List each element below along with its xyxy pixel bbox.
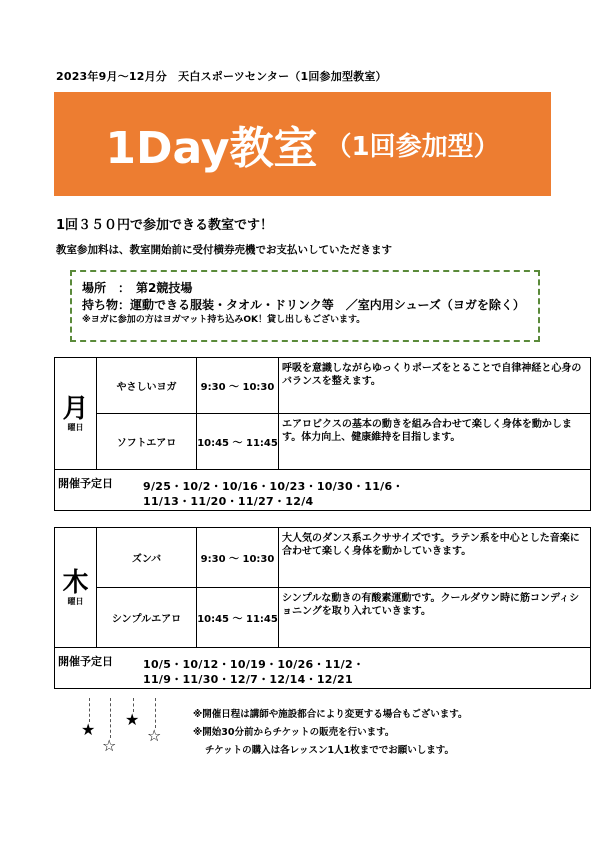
note-line-2: ※開始30分前からチケットの販売を行います。	[193, 727, 395, 738]
monday-schedule-table	[54, 357, 591, 511]
class-time: 10:45 ～ 11:45	[197, 588, 279, 648]
dates-line-1: 9/25・10/2・10/16・10/23・10/30・11/6・	[143, 480, 404, 493]
star-icon-outline: ☆	[147, 726, 162, 745]
dates-label: 開催予定日	[58, 655, 113, 668]
table-row	[55, 358, 591, 414]
thursday-schedule-table	[54, 527, 591, 689]
dates-line-2: 11/9・11/30・12/7・12/14・12/21	[143, 673, 353, 686]
yoga-note: ※ヨガに参加の方はヨガマット持ち込みOK！貸し出しもございます。	[82, 315, 366, 325]
dates-cell	[55, 470, 591, 511]
banner-subtitle: （1回参加型）	[325, 131, 500, 162]
class-description: シンプルな動きの有酸素運動です。クールダウン時に筋コンディショニングを取り入れていきます。	[279, 588, 591, 648]
day-cell-thursday	[55, 528, 97, 648]
class-time: 9:30 ～ 10:30	[197, 358, 279, 414]
dates-line-1: 10/5・10/12・10/19・10/26・11/2・	[143, 658, 365, 671]
class-description: 呼吸を意識しながらゆっくりポーズをとることで自律神経と心身のバランスを整えます。	[279, 358, 591, 414]
star-string	[89, 698, 90, 722]
notes	[193, 706, 467, 760]
class-name: ズンバ	[97, 528, 197, 588]
dates-line-2: 11/13・11/20・11/27・12/4	[143, 495, 314, 508]
day-suffix: 曜日	[67, 422, 84, 432]
table-row	[55, 470, 591, 511]
star-string	[110, 698, 111, 738]
title-banner	[54, 92, 551, 196]
payment-note: 教室参加料は、教室開始前に受付横券売機でお支払いしていただきます	[56, 244, 392, 256]
star-icon-outline: ☆	[102, 736, 117, 755]
table-row	[55, 414, 591, 470]
note-line-3: チケットの購入は各レッスン1人1枚まででお願いします。	[205, 745, 455, 756]
star-icon-filled: ★	[81, 720, 96, 739]
star-icon-filled: ★	[125, 710, 140, 729]
class-time: 10:45 ～ 11:45	[197, 414, 279, 470]
class-name: ソフトエアロ	[97, 414, 197, 470]
day-cell-monday	[55, 358, 97, 470]
table-row	[55, 528, 591, 588]
location-text: 場所 ： 第2競技場	[82, 281, 193, 295]
class-name: シンプルエアロ	[97, 588, 197, 648]
dates-label: 開催予定日	[58, 477, 113, 490]
class-description: 大人気のダンス系エクササイズです。ラテン系を中心とした音楽に合わせて楽しく身体を動かしていきます。	[279, 528, 591, 588]
note-line-1: ※開催日程は講師や施設都合により変更する場合もございます。	[193, 709, 468, 720]
day-label: 月	[62, 393, 89, 424]
price-text: 1回３５０円で参加できる教室です！	[56, 218, 274, 233]
belongings-text: 持ち物：運動できる服装・タオル・ドリンク等 ／室内用シューズ（ヨガを除く）	[82, 298, 525, 312]
day-label: 木	[62, 567, 89, 598]
dates-cell	[55, 648, 591, 689]
class-time: 9:30 ～ 10:30	[197, 528, 279, 588]
table-row	[55, 648, 591, 689]
class-name: やさしいヨガ	[97, 358, 197, 414]
table-row	[55, 588, 591, 648]
info-box	[70, 270, 540, 342]
star-string	[155, 698, 156, 728]
day-suffix: 曜日	[67, 596, 84, 606]
header-line: 2023年9月～12月分 天白スポーツセンター（1回参加型教室）	[56, 70, 387, 83]
class-description: エアロビクスの基本の動きを組み合わせて楽しく身体を動かします。体力向上、健康維持を目指します。	[279, 414, 591, 470]
banner-title: 1Day教室	[105, 123, 318, 174]
